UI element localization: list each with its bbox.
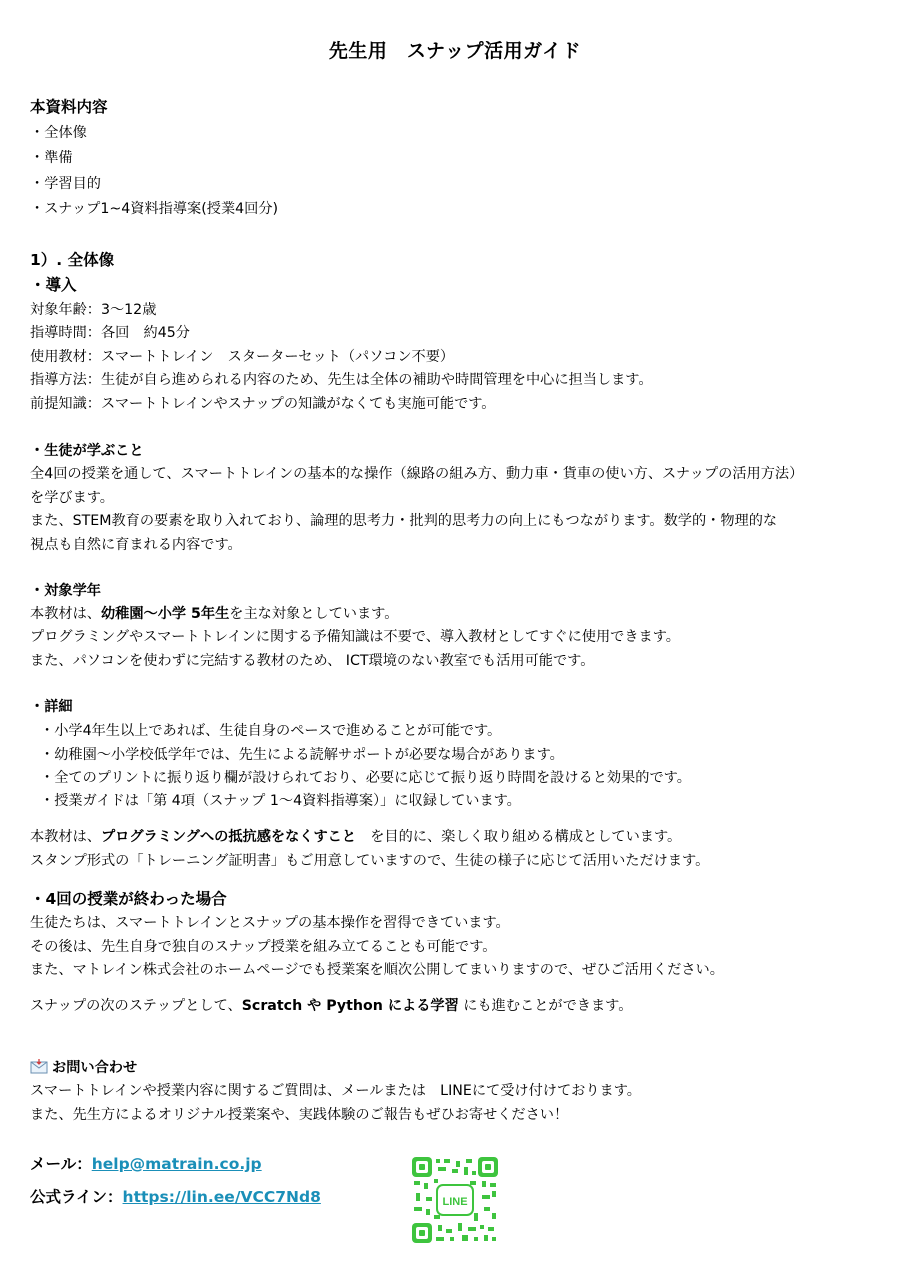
mail-link[interactable]: help@matrain.co.jp <box>91 1155 262 1173</box>
mail-row <box>30 1154 262 1174</box>
envelope-icon <box>30 1059 48 1074</box>
details-item: ・全てのプリントに振り返り欄が設けられており、必要に応じて振り返り時間を設けると効果的です。 <box>40 770 691 786</box>
contents-item: ・準備 <box>30 150 73 166</box>
line-row <box>30 1187 321 1207</box>
contact-heading-row <box>30 1058 137 1078</box>
contact-line: スマートトレインや授業内容に関するご質問は、メールまたは LINEにて受け付けております。 <box>30 1083 641 1099</box>
target-line: また、パソコンを使わずに完結する教材のため、 ICT環境のない教室でも活用可能です。 <box>30 653 595 669</box>
details-text: を目的に、楽しく取り組める構成としています。 <box>356 829 682 845</box>
details-paragraph-line: スタンプ形式の「トレーニング証明書」もご用意していますので、生徒の様子に応じて活用いただけます。 <box>30 853 710 869</box>
learn-line: 視点も自然に育まれる内容です。 <box>30 537 242 553</box>
details-item: ・小学4年生以上であれば、生徒自身のペースで進めることが可能です。 <box>40 723 502 739</box>
next-step-text: スナップの次のステップとして、 <box>30 998 242 1014</box>
after-line: また、マトレイン株式会社のホームページでも授業案を順次公開してまいりますので、ぜひご活用ください。 <box>30 962 724 978</box>
details-emphasis: プログラミングへの抵抗感をなくすこと <box>100 829 357 845</box>
intro-line: 指導時間：各回 約45分 <box>30 325 190 341</box>
learn-line: を学びます。 <box>30 490 114 506</box>
contact-line: また、先生方によるオリジナル授業案や、実践体験のご報告もぜひお寄せください！ <box>30 1107 569 1123</box>
after-line: その後は、先生自身で独自のスナップ授業を組み立てることも可能です。 <box>30 939 497 955</box>
details-paragraph <box>30 827 681 847</box>
intro-line: 前提知識：スマートトレインやスナップの知識がなくても実施可能です。 <box>30 396 496 412</box>
line-link[interactable]: https://lin.ee/VCC7Nd8 <box>122 1188 321 1206</box>
next-step-text: にも進むことができます。 <box>458 998 633 1014</box>
mail-label: メール： <box>30 1155 92 1173</box>
details-text: 本教材は、 <box>30 829 101 845</box>
learn-heading: ・生徒が学ぶこと <box>30 443 144 459</box>
overview-heading: 1）. 全体像 <box>30 251 115 269</box>
page-title: 先生用 スナップ活用ガイド <box>328 40 582 62</box>
next-step-emphasis: Scratch や Python による学習 <box>241 998 459 1014</box>
intro-heading: ・導入 <box>30 276 77 294</box>
line-qr-code[interactable] <box>412 1157 498 1243</box>
contents-item: ・学習目的 <box>30 176 101 192</box>
contents-item: ・全体像 <box>30 125 87 141</box>
details-heading: ・詳細 <box>30 699 73 715</box>
details-item: ・幼稚園〜小学校低学年では、先生による読解サポートが必要な場合があります。 <box>40 747 564 763</box>
target-text: 本教材は、 <box>30 606 101 622</box>
intro-line: 対象年齢：3〜12歳 <box>30 302 157 318</box>
learn-line: 全4回の授業を通して、スマートトレインの基本的な操作（線路の組み方、動力車・貨車の使い方、スナップの活用方法） <box>30 466 804 482</box>
learn-line: また、STEM教育の要素を取り入れており、論理的思考力・批判的思考力の向上にもつながります。数学的・物理的な <box>30 513 778 529</box>
intro-line: 使用教材：スマートトレイン スターターセット（パソコン不要） <box>30 349 455 365</box>
next-step-line <box>30 996 632 1016</box>
after-heading: ・4回の授業が終わった場合 <box>30 890 227 908</box>
target-heading: ・対象学年 <box>30 583 101 599</box>
qr-line-text: LINE <box>442 1196 468 1208</box>
target-grade-emphasis: 幼稚園〜小学 5年生 <box>100 606 230 622</box>
target-text: を主な対象としています。 <box>229 606 399 622</box>
after-line: 生徒たちは、スマートトレインとスナップの基本操作を習得できています。 <box>30 915 510 931</box>
target-line <box>30 604 398 624</box>
intro-line: 指導方法：生徒が自ら進められる内容のため、先生は全体の補助や時間管理を中心に担当します。 <box>30 372 653 388</box>
target-line: プログラミングやスマートトレインに関する予備知識は不要で、導入教材としてすぐに使用できます。 <box>30 629 680 645</box>
details-item: ・授業ガイドは「第 4項（スナップ 1〜4資料指導案）」に収録しています。 <box>40 793 521 809</box>
contents-heading: 本資料内容 <box>30 98 108 116</box>
line-label: 公式ライン： <box>30 1188 123 1206</box>
contact-heading: お問い合わせ <box>52 1060 138 1076</box>
contents-item: ・スナップ1~4資料指導案(授業4回分) <box>30 201 279 217</box>
